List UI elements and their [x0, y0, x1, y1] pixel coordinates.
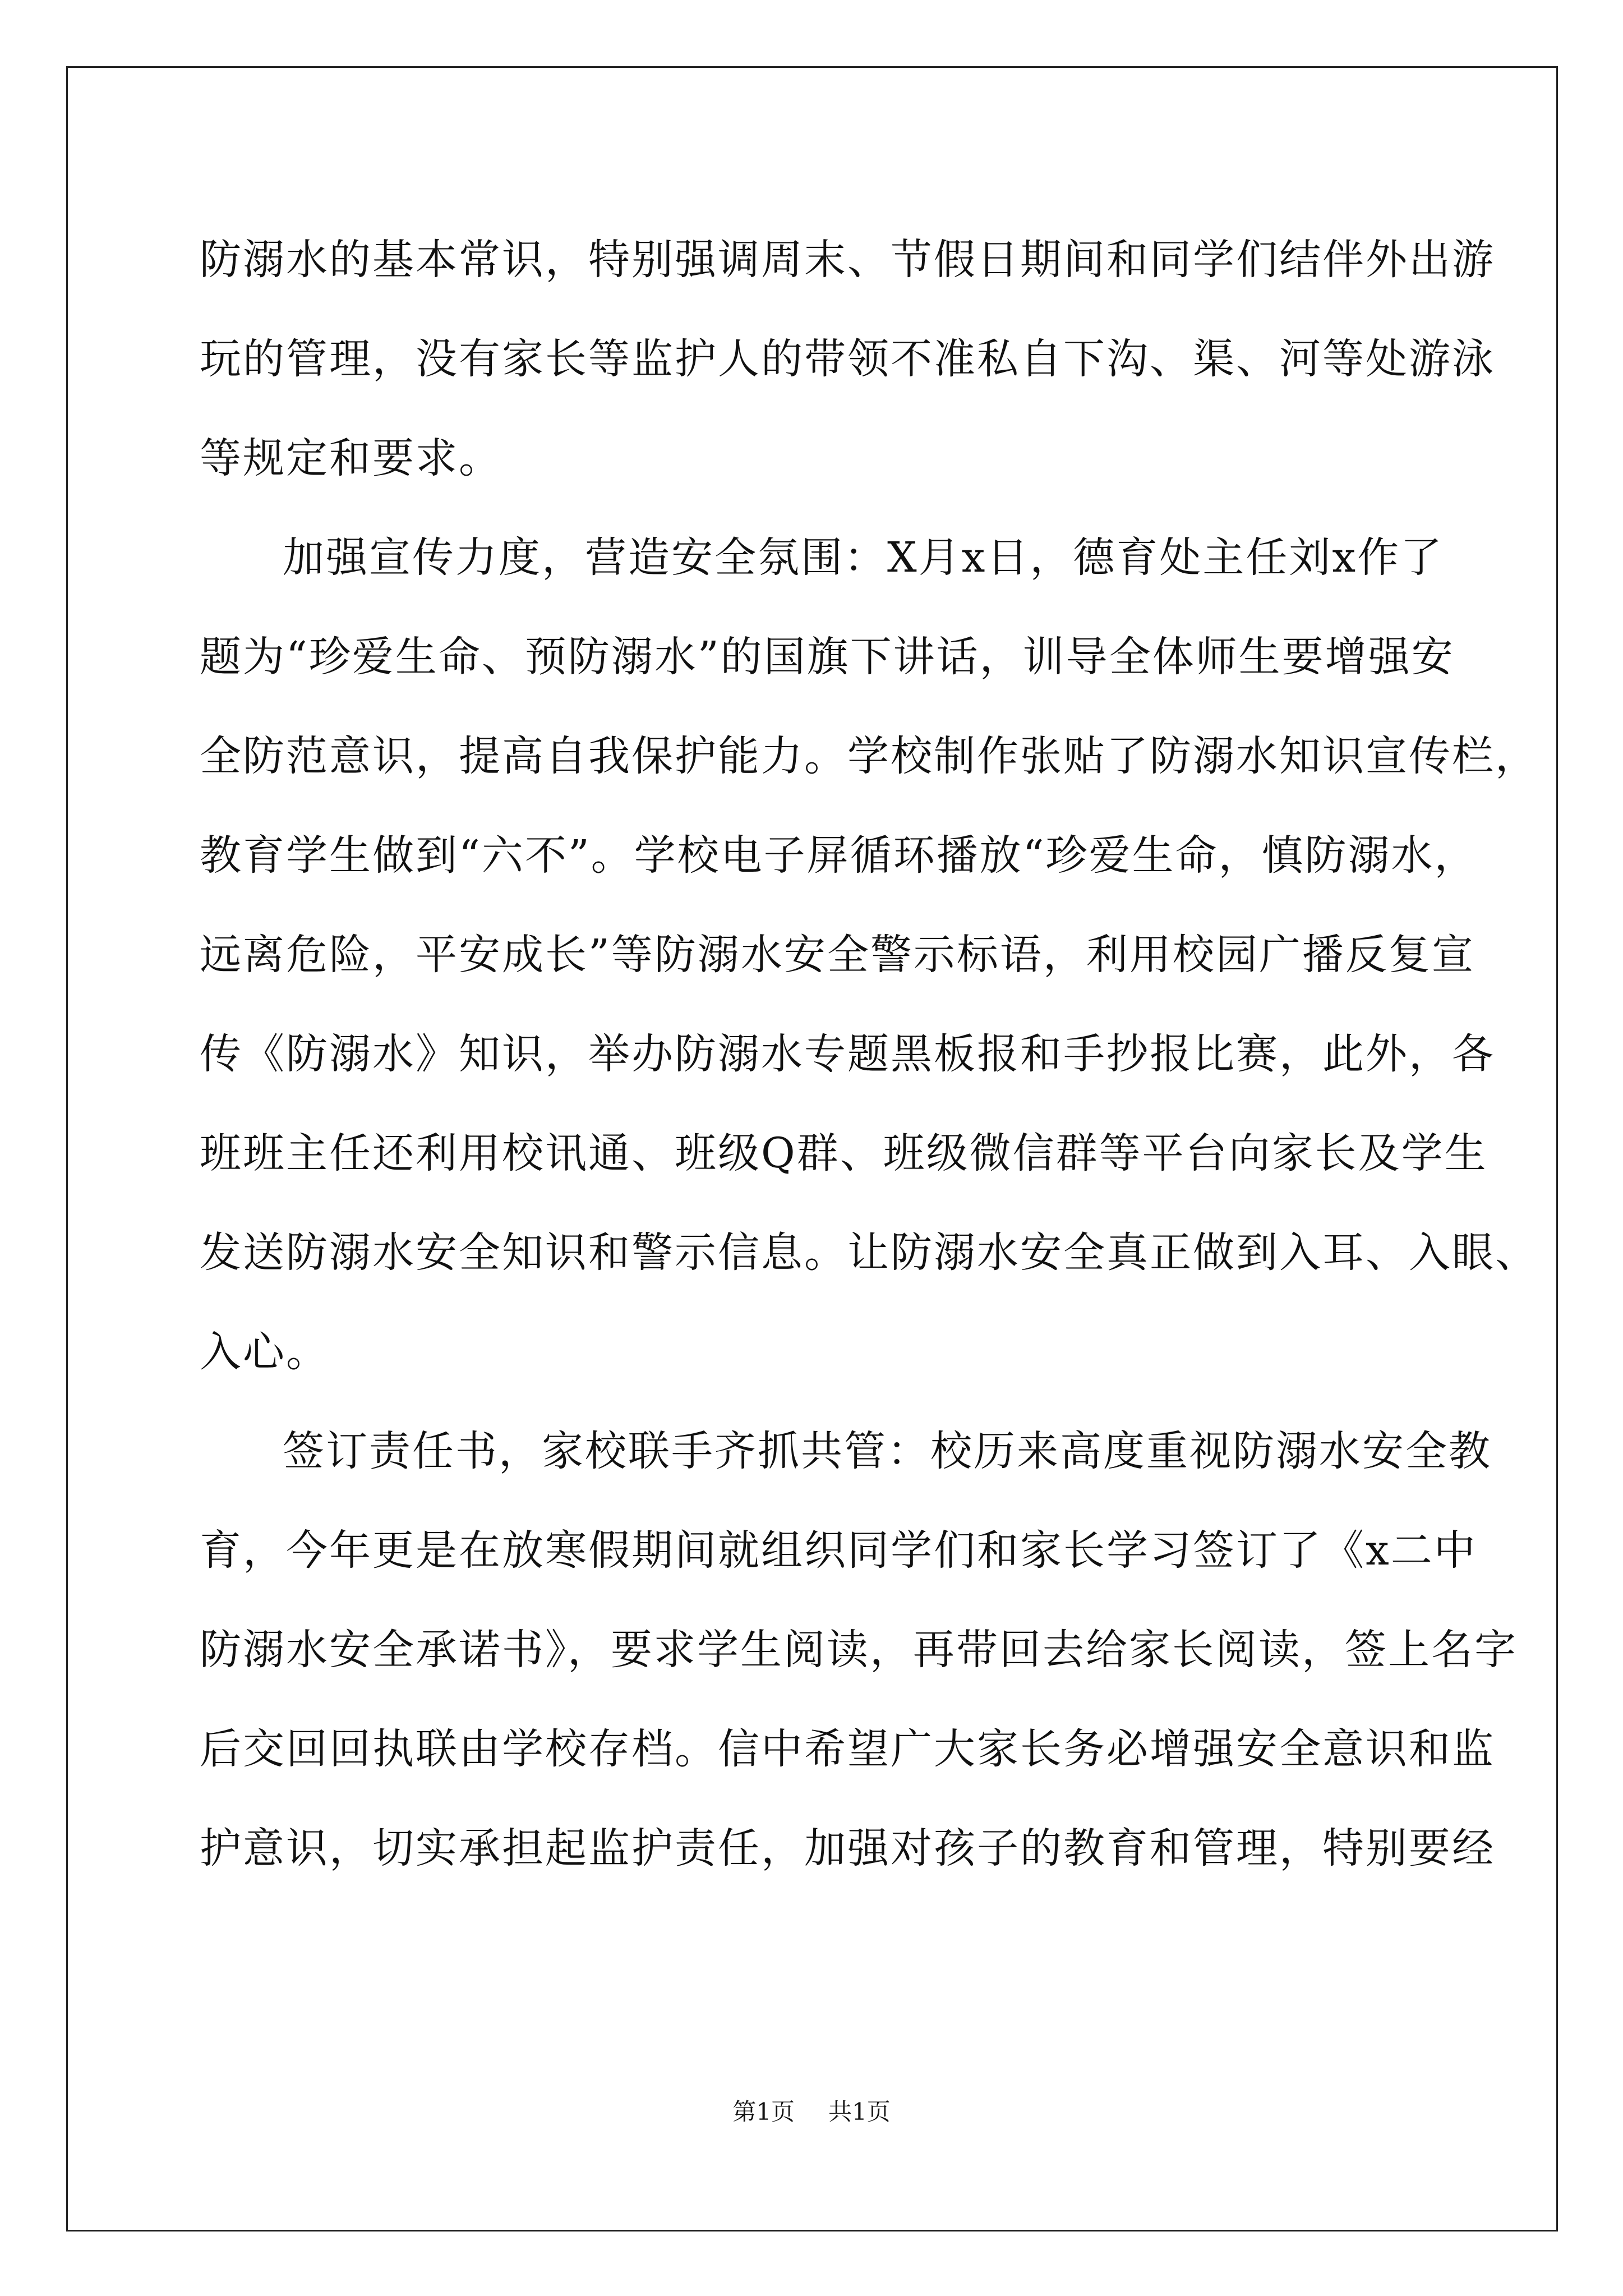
text-line: 加强宣传力度，营造安全氛围：X月x日，德育处主任刘x作了 — [283, 533, 1444, 582]
text-line: 后交回回执联由学校存档。信中希望广大家长务必增强安全意识和监 — [200, 1725, 1495, 1773]
text-line: 防溺水的基本常识，特别强调周末、节假日期间和同学们结伴外出游 — [200, 236, 1495, 284]
text-line: 签订责任书，家校联手齐抓共管：校历来高度重视防溺水安全教 — [283, 1427, 1492, 1475]
text-line: 传《防溺水》知识，举办防溺水专题黑板报和手抄报比赛，此外，各 — [200, 1030, 1495, 1078]
text-line: 班班主任还利用校讯通、班级Q群、班级微信群等平台向家长及学生 — [200, 1129, 1488, 1177]
text-line: 育，今年更是在放寒假期间就组织同学们和家长学习签订了《x二中 — [200, 1526, 1477, 1575]
text-line: 入心。 — [200, 1328, 329, 1376]
text-line: 护意识，切实承担起监护责任，加强对孩子的教育和管理，特别要经 — [200, 1824, 1495, 1872]
text-line: 题为“珍爱生命、预防溺水”的国旗下讲话，训导全体师生要增强安 — [200, 633, 1455, 681]
text-line: 发送防溺水安全知识和警示信息。让防溺水安全真正做到入耳、入眼、 — [200, 1228, 1538, 1277]
page-footer — [0, 2095, 1623, 2129]
text-line: 等规定和要求。 — [200, 434, 502, 482]
text-line: 远离危险，平安成长”等防溺水安全警示标语，利用校园广播反复宣 — [200, 931, 1475, 979]
page-number: 第1页 — [732, 2098, 795, 2125]
text-line: 玩的管理，没有家长等监护人的带领不准私自下沟、渠、河等处游泳 — [200, 335, 1495, 383]
text-line: 教育学生做到“六不”。学校电子屏循环播放“珍爱生命，慎防溺水， — [200, 831, 1478, 880]
document-body — [200, 210, 1538, 1898]
text-line: 防溺水安全承诺书》，要求学生阅读，再带回去给家长阅读，签上名字 — [200, 1626, 1518, 1674]
text-line: 全防范意识，提高自我保护能力。学校制作张贴了防溺水知识宣传栏， — [200, 732, 1538, 780]
page-total: 共1页 — [828, 2098, 891, 2125]
